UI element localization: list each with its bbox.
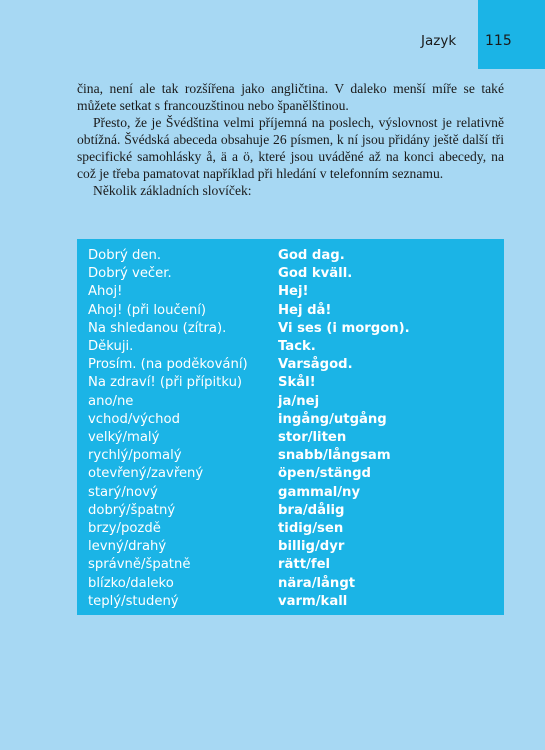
czech-phrase: Děkuji. <box>88 339 134 355</box>
vocabulary-row <box>88 538 410 556</box>
vocabulary-row <box>88 593 410 611</box>
czech-phrase: rychlý/pomalý <box>88 448 182 464</box>
vocabulary-row <box>88 411 410 429</box>
czech-phrase: ano/ne <box>88 393 134 409</box>
vocabulary-box <box>77 239 504 615</box>
czech-phrase: Na zdraví! (při přípitku) <box>88 375 243 391</box>
vocabulary-row <box>88 247 410 265</box>
vocabulary-row <box>88 484 410 502</box>
vocabulary-row <box>88 520 410 538</box>
swedish-phrase: öpen/stängd <box>278 466 371 482</box>
vocabulary-row <box>88 393 410 411</box>
vocabulary-row <box>88 502 410 520</box>
vocabulary-row <box>88 465 410 483</box>
czech-phrase: Dobrý večer. <box>88 266 172 282</box>
czech-phrase: Na shledanou (zítra). <box>88 320 227 336</box>
paragraph: Přesto, že je Švédština velmi příjemná na poslech, výslovnost je relativně obtížná. Švédská abeceda obsahuje 26 písmen, k ní jsou přidány ještě další tři specifické samohlásky å, ä a ö, které jsou uváděné až na konci abecedy, na což je třeba pamatovat například při hledání v telefonním seznamu. <box>77 115 504 181</box>
vocabulary-row <box>88 447 410 465</box>
czech-phrase: Dobrý den. <box>88 248 162 263</box>
czech-phrase: brzy/pozdě <box>88 521 161 537</box>
swedish-phrase: Varsågod. <box>278 357 353 373</box>
swedish-phrase: varm/kall <box>278 593 348 609</box>
czech-phrase: levný/drahý <box>88 539 167 555</box>
vocabulary-row <box>88 338 410 356</box>
paragraph: Několik základních slovíček: <box>93 183 252 198</box>
vocabulary-table <box>88 247 410 611</box>
vocabulary-row <box>88 356 410 374</box>
czech-phrase: teplý/studený <box>88 593 179 609</box>
vocabulary-row <box>88 575 410 593</box>
czech-phrase: blízko/daleko <box>88 575 174 591</box>
vocabulary-row <box>88 374 410 392</box>
czech-phrase: otevřený/zavřený <box>88 466 204 482</box>
swedish-phrase: bra/dålig <box>278 502 345 518</box>
swedish-phrase: billig/dyr <box>278 539 345 555</box>
body-text <box>77 80 504 199</box>
swedish-phrase: rätt/fel <box>278 557 331 573</box>
swedish-phrase: tidig/sen <box>278 521 344 537</box>
swedish-phrase: God dag. <box>278 248 345 263</box>
czech-phrase: Prosím. (na poděkování) <box>88 357 248 373</box>
page-number: 115 <box>485 33 512 49</box>
running-header: Jazyk <box>421 33 457 49</box>
swedish-phrase: ingång/utgång <box>278 411 387 427</box>
swedish-phrase: God kväll. <box>278 266 353 282</box>
vocabulary-row <box>88 265 410 283</box>
czech-phrase: Ahoj! <box>88 284 123 300</box>
swedish-phrase: Skål! <box>278 375 316 391</box>
czech-phrase: velký/malý <box>88 430 160 446</box>
vocabulary-row <box>88 320 410 338</box>
swedish-phrase: Hej! <box>278 284 309 300</box>
swedish-phrase: ja/nej <box>278 393 320 409</box>
czech-phrase: Ahoj! (při loučení) <box>88 302 207 318</box>
swedish-phrase: stor/liten <box>278 430 347 446</box>
swedish-phrase: Vi ses (i morgon). <box>278 320 410 336</box>
vocabulary-row <box>88 283 410 301</box>
swedish-phrase: Tack. <box>278 339 316 355</box>
czech-phrase: starý/nový <box>88 484 158 500</box>
czech-phrase: dobrý/špatný <box>88 502 176 518</box>
czech-phrase: vchod/východ <box>88 411 180 427</box>
vocabulary-row <box>88 302 410 320</box>
paragraph: čina, není ale tak rozšířena jako angličtina. V daleko menší míře se také můžete setkat s francouzštinou nebo španělštinou. <box>77 81 504 113</box>
swedish-phrase: snabb/långsam <box>278 448 391 464</box>
swedish-phrase: gammal/ny <box>278 484 361 500</box>
swedish-phrase: Hej då! <box>278 302 332 318</box>
vocabulary-row <box>88 556 410 574</box>
swedish-phrase: nära/långt <box>278 575 356 591</box>
vocabulary-row <box>88 429 410 447</box>
czech-phrase: správně/špatně <box>88 557 191 573</box>
